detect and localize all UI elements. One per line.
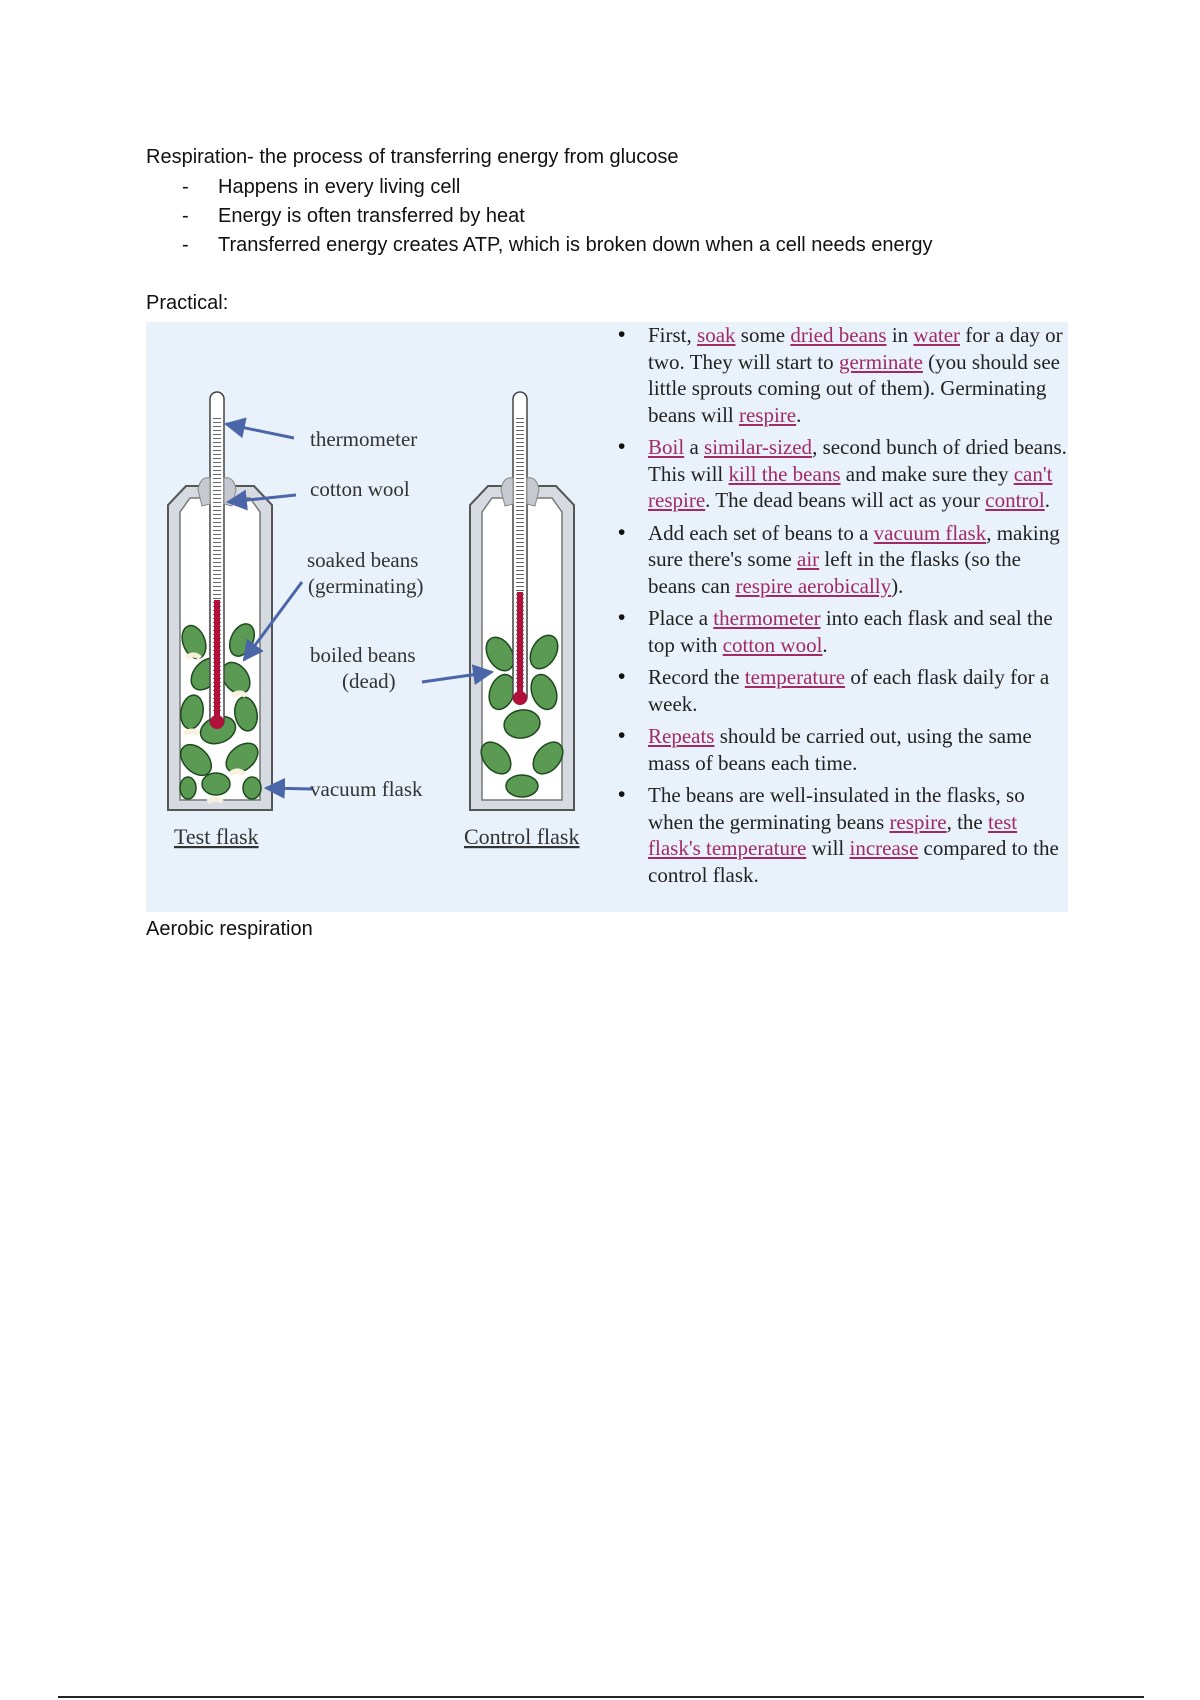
keyword: respire aerobically bbox=[735, 573, 892, 598]
step-text: (you should see little sprouts coming out of them). Germinating beans will bbox=[648, 349, 1060, 427]
keyword: water bbox=[913, 323, 961, 347]
step-text: of each flask daily for a week. bbox=[648, 665, 1050, 716]
keyword: can't respire bbox=[648, 461, 1053, 512]
control-flask bbox=[470, 392, 574, 810]
step-text: The beans are well-insulated in the flasks, so when the germinating beans bbox=[648, 783, 1025, 834]
step-text: should be carried out, using the same mass of beans each time. bbox=[648, 724, 1032, 775]
step-text: Add each set of beans to a bbox=[648, 520, 874, 545]
respiration-points bbox=[146, 174, 932, 261]
keyword: cotton wool bbox=[722, 632, 823, 657]
label-soaked-beans: soaked beans bbox=[307, 548, 419, 572]
keyword: control bbox=[985, 488, 1045, 512]
step-text: Place a bbox=[648, 606, 714, 630]
label-dead: (dead) bbox=[342, 669, 396, 693]
point-item: - Energy is often transferred by heat bbox=[146, 203, 932, 232]
caption-control-flask: Control flask bbox=[464, 824, 580, 849]
aerobic-heading: Aerobic respiration bbox=[146, 918, 313, 940]
label-germinating: (germinating) bbox=[308, 574, 424, 598]
step-text: will bbox=[806, 836, 850, 860]
footer-rule bbox=[58, 1696, 1144, 1698]
keyword: vacuum flask bbox=[873, 520, 987, 545]
method-steps bbox=[612, 322, 1067, 894]
practical-label: Practical: bbox=[146, 292, 229, 314]
keyword: similar-sized bbox=[704, 435, 813, 459]
step-text: into each flask and seal the top with bbox=[648, 606, 1053, 657]
step-text: left in the flasks (so the beans can bbox=[648, 547, 1021, 598]
point-item: - Transferred energy creates ATP, which is broken down when a cell needs energy bbox=[146, 232, 932, 261]
step-text: for a day or two. They will start to bbox=[648, 323, 1063, 374]
label-thermometer: thermometer bbox=[310, 427, 418, 451]
method-step bbox=[612, 520, 1067, 600]
keyword: germinate bbox=[838, 349, 923, 374]
method-step bbox=[612, 782, 1067, 888]
test-flask bbox=[168, 392, 272, 810]
point-item: - Happens in every living cell bbox=[146, 174, 932, 203]
step-text: some bbox=[735, 323, 791, 347]
keyword: Boil bbox=[648, 435, 685, 459]
keyword: kill the beans bbox=[728, 461, 841, 486]
method-step bbox=[612, 664, 1067, 717]
keyword: Repeats bbox=[648, 724, 715, 748]
step-text: and make sure they bbox=[840, 461, 1014, 486]
keyword: respire bbox=[889, 809, 947, 834]
method-step bbox=[612, 605, 1067, 658]
step-text: , the bbox=[946, 809, 988, 834]
step-text: , making sure there's some bbox=[648, 520, 1060, 571]
keyword: test flask's temperature bbox=[648, 809, 1018, 860]
keyword: temperature bbox=[744, 665, 846, 689]
step-text: . bbox=[822, 632, 828, 657]
step-text: ). bbox=[891, 573, 904, 598]
keyword: soak bbox=[697, 323, 736, 347]
step-text: Record the bbox=[648, 665, 745, 689]
method-step bbox=[612, 434, 1067, 514]
label-vacuum-flask: vacuum flask bbox=[310, 777, 423, 801]
keyword: thermometer bbox=[713, 606, 821, 630]
keyword: air bbox=[797, 547, 820, 571]
step-text: compared to the control flask. bbox=[648, 836, 1059, 887]
test-thermometer bbox=[210, 392, 224, 729]
flask-diagram bbox=[146, 322, 612, 912]
step-text: in bbox=[886, 323, 914, 347]
keyword: respire bbox=[738, 402, 797, 427]
step-text: . The dead beans will act as your bbox=[705, 488, 986, 512]
label-cotton-wool: cotton wool bbox=[310, 477, 410, 501]
keyword: increase bbox=[849, 836, 919, 860]
method-step bbox=[612, 322, 1067, 428]
keyword: dried beans bbox=[790, 323, 887, 347]
control-thermometer bbox=[513, 392, 527, 705]
caption-test-flask: Test flask bbox=[174, 824, 259, 849]
practical-panel bbox=[146, 322, 1068, 912]
label-boiled-beans: boiled beans bbox=[310, 643, 416, 667]
section-heading: Respiration- the process of transferring energy from glucose bbox=[146, 146, 679, 168]
method-step bbox=[612, 723, 1067, 776]
step-text: , second bunch of dried beans. This will bbox=[648, 435, 1067, 486]
step-text: . bbox=[1044, 488, 1050, 512]
step-text: a bbox=[684, 435, 705, 459]
step-text: First, bbox=[648, 323, 698, 347]
step-text: . bbox=[796, 402, 802, 427]
